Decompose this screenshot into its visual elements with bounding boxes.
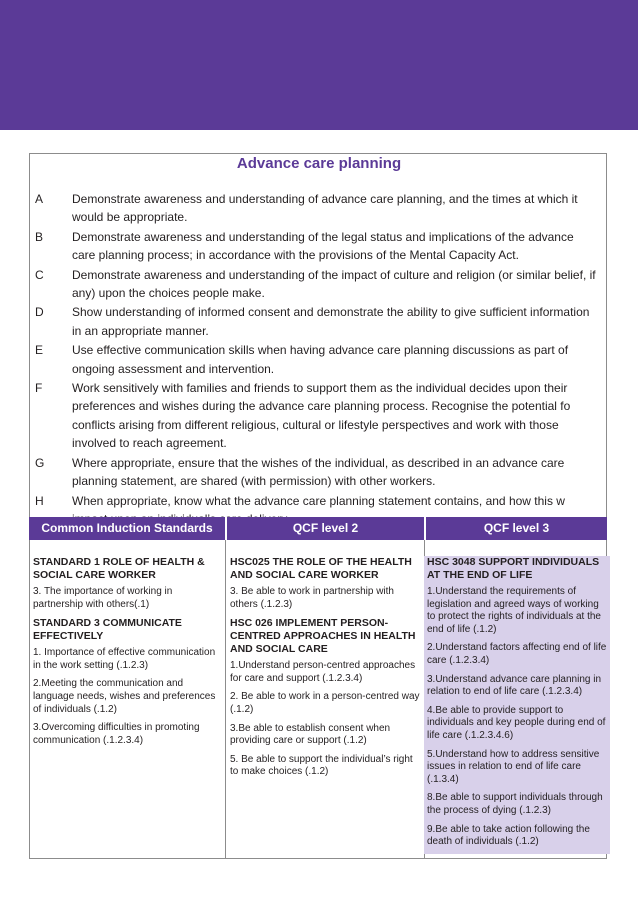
- unit-item: 1.Understand the requirements of legislation and agreed ways of working to protect the rights of individuals at the end of life (.1.2): [427, 586, 601, 635]
- standard-item: 2.Meeting the communication and language needs, wishes and preferences of individuals (.1.2): [33, 678, 216, 715]
- criterion-g: [35, 454, 600, 491]
- unit-item: 3.Understand advance care planning in relation to end of life care (.1.2.3.4): [427, 673, 602, 698]
- criterion-letter: C: [35, 267, 44, 282]
- unit-item: 4.Be able to provide support to individuals and key people during end of life care (.1.2.3.4.6): [427, 704, 606, 741]
- criterion-letter: H: [35, 493, 44, 508]
- criterion-letter: E: [35, 343, 44, 358]
- unit-heading: HSC 3048 SUPPORT INDIVIDUALS AT THE END OF LIFE: [427, 556, 600, 581]
- unit-item: 8.Be able to support individuals through the process of dying (.1.2.3): [427, 792, 603, 816]
- column-qcf-level-2: [230, 556, 420, 785]
- criterion-text: Where appropriate, ensure that the wishes of the individual, as described in an advance care planning statement, are shared (with permission) with other workers.: [72, 455, 565, 489]
- unit-item: 2. Be able to work in a person-centred way (.1.2): [230, 691, 420, 715]
- column-qcf-level-3: [427, 556, 608, 855]
- criterion-text: When appropriate, know what the advance care planning statement contains, and how this w: [72, 493, 565, 508]
- criterion-text: Show understanding of informed consent and demonstrate the ability to give sufficient information in an appropriate manner.: [72, 305, 590, 338]
- criterion-a: [35, 190, 600, 227]
- criterion-letter: B: [35, 229, 44, 244]
- unit-heading: HSC 026 IMPLEMENT PERSON-CENTRED APPROACHES IN HEALTH AND SOCIAL CARE: [230, 617, 416, 656]
- criterion-text: Demonstrate awareness and understanding of advance care planning, and the times at which it would be appropriate.: [72, 192, 578, 225]
- standard-item: 3. The importance of working in partnership with others(.1): [33, 586, 173, 610]
- unit-item: 2.Understand factors affecting end of life care (.1.2.3.4): [427, 642, 607, 666]
- unit-item: 5. Be able to support the individual’s right to make choices (.1.2): [230, 753, 413, 778]
- criterion-text: Use effective communication skills when having advance care planning discussions as part of ongoing assessment and intervention.: [72, 343, 569, 376]
- column-divider: [225, 540, 226, 859]
- header-qcf-level-2: QCF level 2: [292, 521, 359, 535]
- unit-heading: HSC025 THE ROLE OF THE HEALTH AND SOCIAL CARE WORKER: [230, 556, 412, 581]
- criterion-letter: F: [35, 381, 43, 396]
- unit-item: 1.Understand person-centred approaches for care and support (.1.2.3.4): [230, 660, 416, 684]
- criterion-b: [35, 228, 600, 265]
- criterion-e: [35, 341, 600, 378]
- header-qcf-level-3: QCF level 3: [483, 521, 550, 535]
- criterion-d: [35, 303, 600, 340]
- page-title: Advance care planning: [236, 155, 402, 172]
- criterion-text: Demonstrate awareness and understanding of the impact of culture and religion (or similar belief, if any) upon the choices people make.: [72, 267, 596, 301]
- header-banner: [0, 0, 638, 130]
- criterion-letter: D: [35, 305, 44, 320]
- criterion-text: Demonstrate awareness and understanding of the legal status and implications of the advance care planning process; in accordance with the provisions of the Mental Capacity Act.: [72, 229, 574, 263]
- standard-item: 3.Overcoming difficulties in promoting communication (.1.2.3.4): [33, 722, 200, 746]
- column-common-induction: [33, 556, 221, 753]
- standard-heading: STANDARD 1 ROLE OF HEALTH & SOCIAL CARE WORKER: [33, 556, 205, 581]
- unit-item: 3.Be able to establish consent when providing care or support (.1.2): [230, 722, 391, 747]
- criterion-letter: G: [35, 455, 45, 470]
- standard-heading: STANDARD 3 COMMUNICATE EFFECTIVELY: [33, 617, 182, 643]
- criterion-letter: A: [35, 192, 44, 206]
- standard-item: 1. Importance of effective communication in the work setting (.1.2.3): [33, 647, 216, 671]
- criterion-f: [35, 379, 600, 453]
- header-common-induction: Common Induction Standards: [41, 521, 213, 535]
- criteria-list: [35, 190, 600, 529]
- table-header-row: [29, 517, 607, 540]
- criterion-text: Work sensitively with families and friends to support them as the individual decides upon their preferences and wishes during the advance care planning process. Recognise the potential fo conflicts arising from different religious, cultural or lifestyle perspectives and work with those involved to reach agreement.: [72, 381, 571, 451]
- unit-item: 9.Be able to take action following the death of individuals (.1.2): [427, 823, 590, 848]
- criterion-c: [35, 266, 600, 303]
- unit-item: 5.Understand how to address sensitive issues in relation to end of life care (.1.3.4): [427, 748, 600, 785]
- unit-item: 3. Be able to work in partnership with others (.1.2.3): [230, 586, 394, 610]
